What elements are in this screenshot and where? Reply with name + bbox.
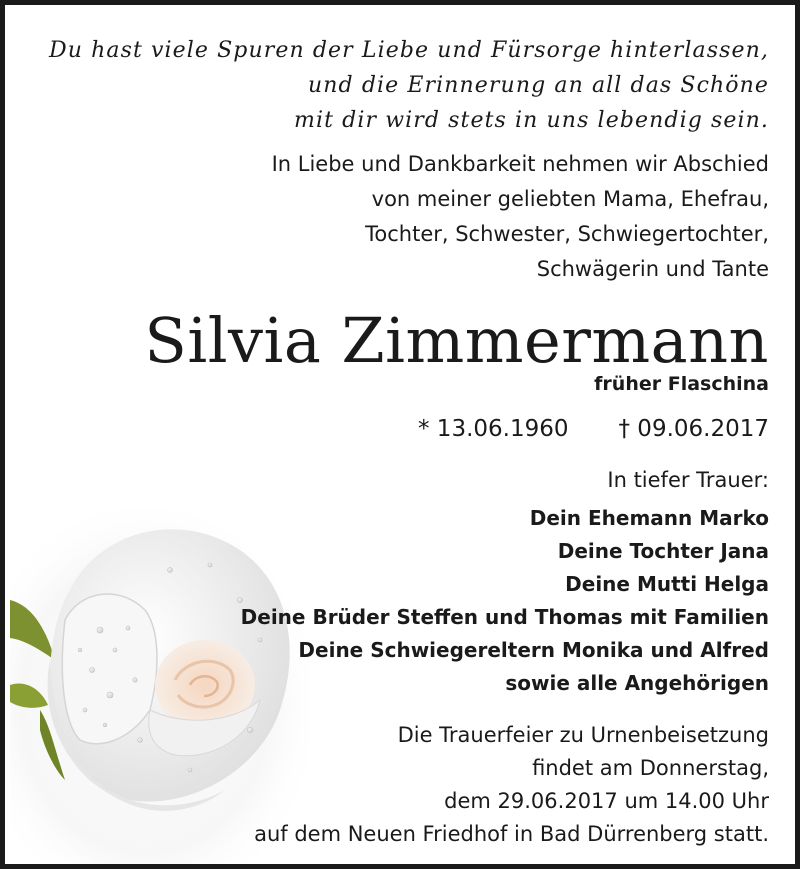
intro-line: von meiner geliebten Mama, Ehefrau, <box>371 187 769 211</box>
mourner: Deine Tochter Jana <box>557 539 769 563</box>
ceremony-line: Die Trauerfeier zu Urnenbeisetzung <box>397 723 769 747</box>
ceremony-line: findet am Donnerstag, <box>532 756 769 780</box>
mourner: Dein Ehemann Marko <box>529 506 769 530</box>
birth-date: * 13.06.1960 <box>418 416 569 442</box>
mourner: Deine Brüder Steffen und Thomas mit Familien <box>240 605 769 629</box>
ceremony-info <box>254 719 769 851</box>
maiden-name: früher Flaschina <box>594 373 769 395</box>
verse-line: mit dir wird stets in uns lebendig sein. <box>294 108 769 133</box>
mourner: Deine Schwiegereltern Monika und Alfred <box>298 638 769 662</box>
intro-line: Schwägerin und Tante <box>536 257 769 281</box>
memorial-verse <box>49 33 769 138</box>
ceremony-line: auf dem Neuen Friedhof in Bad Dürrenberg statt. <box>254 822 769 846</box>
mourner: sowie alle Angehörigen <box>505 671 769 695</box>
mourner: Deine Mutti Helga <box>565 572 769 596</box>
farewell-intro <box>272 147 769 287</box>
intro-line: In Liebe und Dankbarkeit nehmen wir Abschied <box>271 152 769 176</box>
mourning-heading: In tiefer Trauer: <box>607 468 769 492</box>
verse-line: und die Erinnerung an all das Schöne <box>308 73 769 98</box>
death-date: † 09.06.2017 <box>618 416 769 442</box>
intro-line: Tochter, Schwester, Schwiegertochter, <box>365 222 769 246</box>
deceased-name: Silvia Zimmermann <box>144 304 769 377</box>
life-dates <box>418 412 769 446</box>
verse-line: Du hast viele Spuren der Liebe und Fürsorge hinterlassen, <box>48 38 769 63</box>
mourners-list <box>241 502 769 700</box>
ceremony-line: dem 29.06.2017 um 14.00 Uhr <box>444 789 769 813</box>
